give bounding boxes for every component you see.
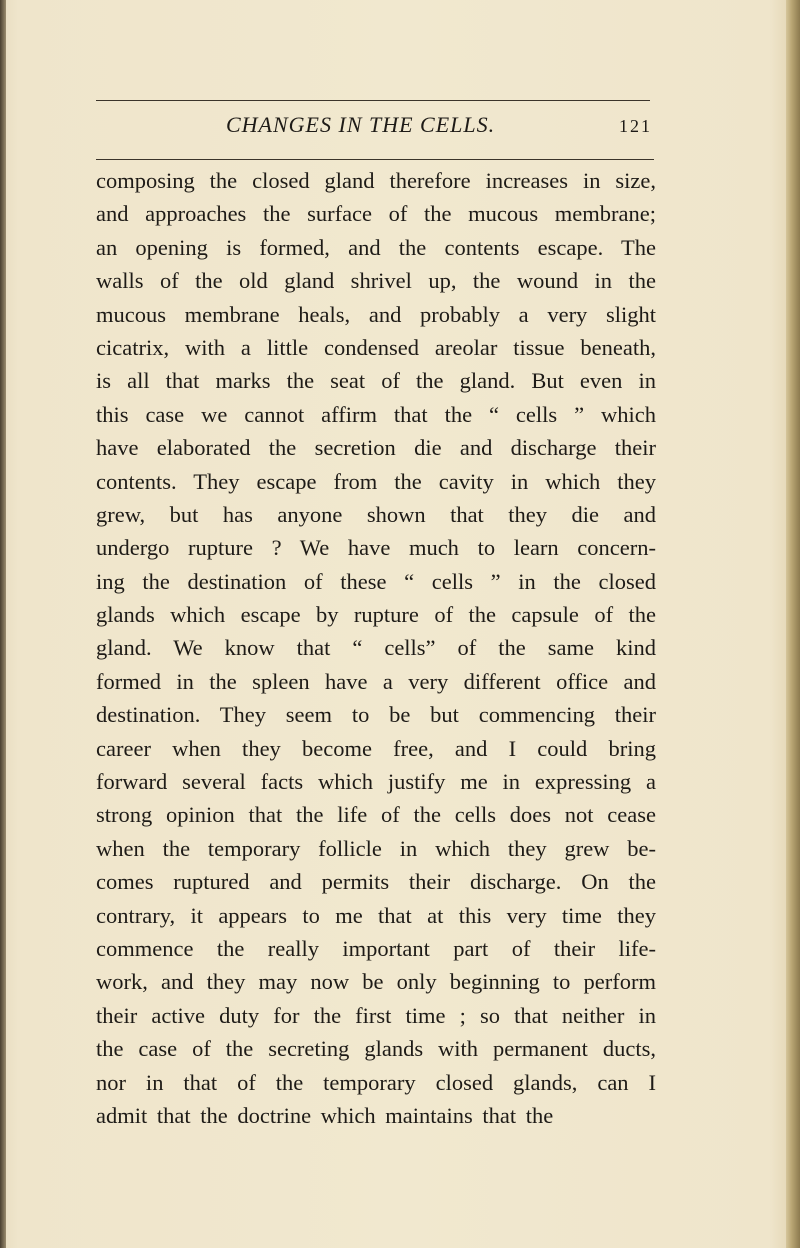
text-line: an opening is formed, and the contents escape. The: [96, 234, 656, 260]
header-rule-top: [96, 100, 650, 101]
page-number: 121: [619, 116, 652, 136]
header-rule-bottom: [96, 159, 654, 160]
text-line: gland. We know that “ cells” of the same kind: [96, 635, 656, 661]
text-line: mucous membrane heals, and probably a very slight: [96, 301, 656, 327]
text-line: admit that the doctrine which maintains that the: [96, 1102, 554, 1128]
text-line: composing the closed gland therefore increases in size,: [96, 168, 656, 193]
text-line: formed in the spleen have a very different office and: [96, 668, 656, 694]
text-line: contrary, it appears to me that at this very time they: [96, 902, 656, 928]
text-line: nor in that of the temporary closed glands, can I: [96, 1069, 656, 1095]
text-line: when the temporary follicle in which they grew be-: [96, 835, 656, 861]
text-line: glands which escape by rupture of the capsule of the: [96, 602, 656, 628]
text-line: undergo rupture ? We have much to learn concern-: [96, 535, 656, 561]
page-edge: [786, 0, 800, 1248]
page-gutter-shadow: [0, 0, 6, 1248]
text-line: cicatrix, with a little condensed areolar tissue beneath,: [96, 334, 656, 360]
text-line: walls of the old gland shrivel up, the wound in the: [96, 268, 656, 294]
text-line: the case of the secreting glands with permanent ducts,: [96, 1036, 656, 1062]
text-line: career when they become free, and I could bring: [96, 735, 656, 761]
text-line: destination. They seem to be but commencing their: [96, 702, 656, 728]
body-paragraph: [96, 164, 656, 1132]
text-line: have elaborated the secretion die and discharge their: [96, 435, 656, 461]
text-line: forward several facts which justify me in expressing a: [96, 769, 656, 795]
running-title: CHANGES IN THE CELLS.: [226, 112, 496, 137]
text-line: comes ruptured and permits their discharge. On the: [96, 869, 656, 895]
text-line: and approaches the surface of the mucous membrane;: [96, 201, 656, 227]
text-line: is all that marks the seat of the gland. But even in: [96, 368, 656, 394]
text-line: grew, but has anyone shown that they die and: [96, 501, 656, 527]
text-line: their active duty for the first time ; so that neither in: [96, 1002, 656, 1028]
text-line: commence the really important part of their life-: [96, 935, 656, 961]
text-line: strong opinion that the life of the cells does not cease: [96, 802, 656, 828]
text-line: contents. They escape from the cavity in which they: [96, 468, 656, 494]
text-line: this case we cannot affirm that the “ cells ” which: [96, 401, 656, 427]
text-line: work, and they may now be only beginning to perform: [96, 969, 656, 995]
text-line: ing the destination of these “ cells ” in the closed: [96, 568, 656, 594]
